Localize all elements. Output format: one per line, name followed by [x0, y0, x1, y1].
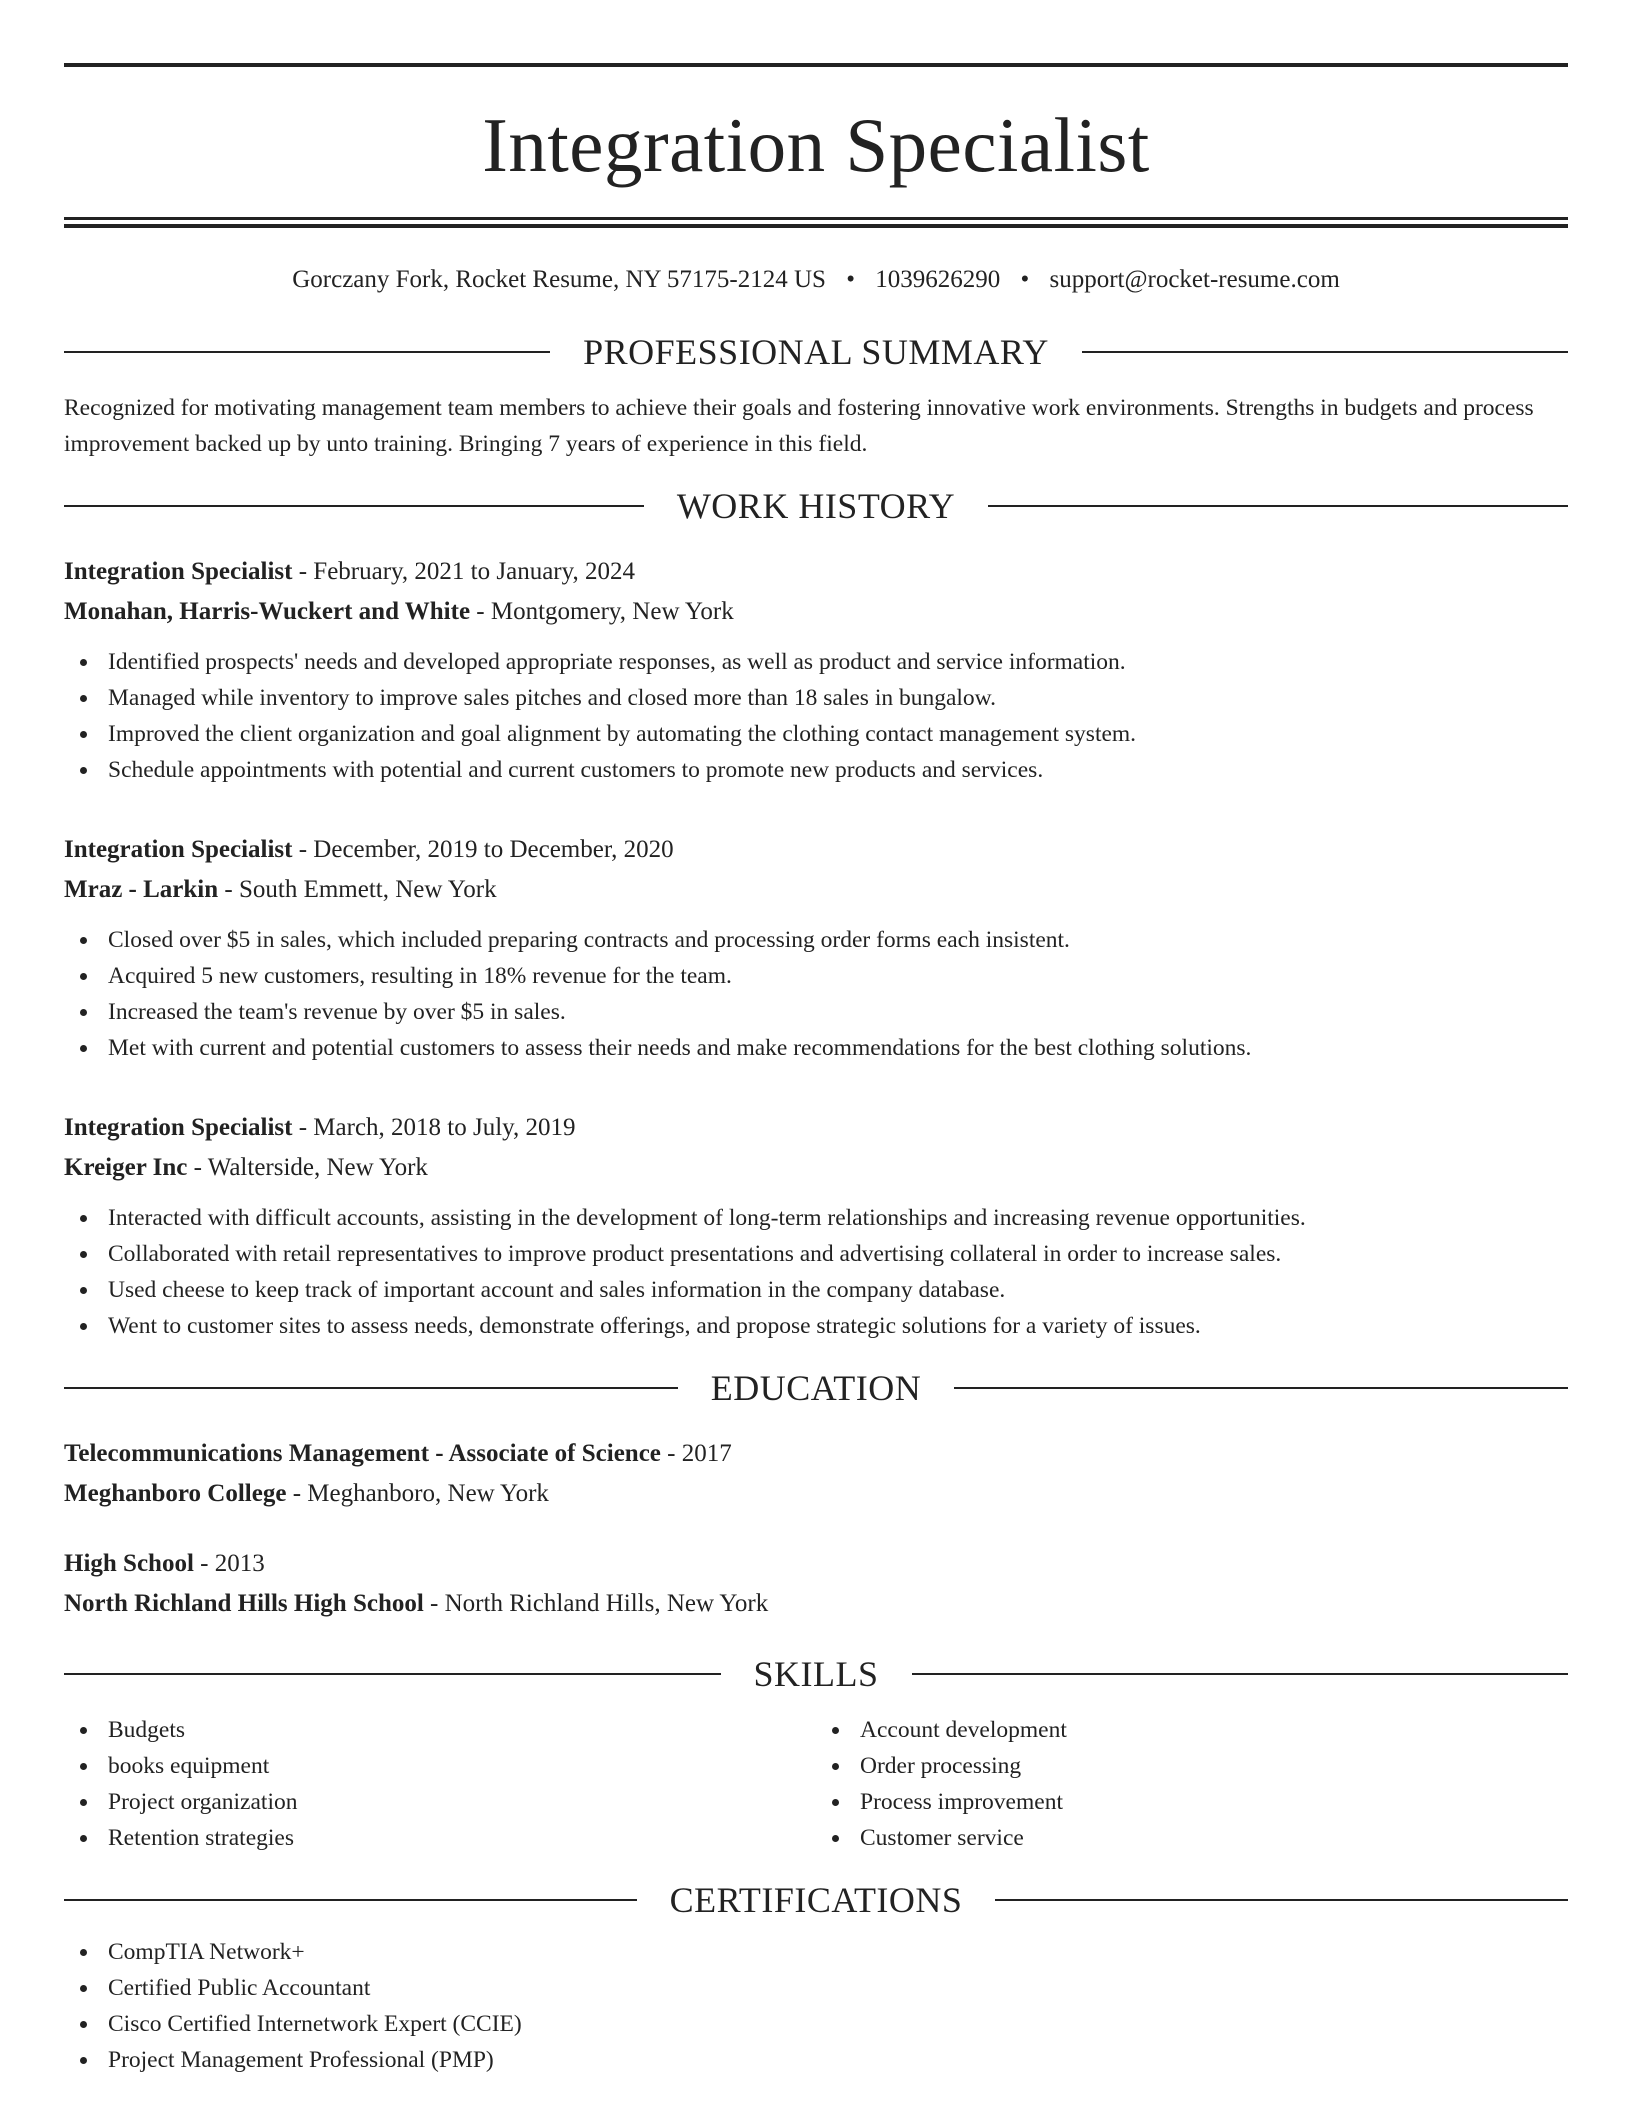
- education-entry: [64, 1434, 1568, 1514]
- job-title-line: [64, 830, 1568, 870]
- job-entry: [64, 552, 1568, 788]
- skills-title: SKILLS: [753, 1654, 879, 1694]
- work-section-heading: [64, 484, 1568, 528]
- certifications-list: [64, 1934, 1568, 2078]
- contact-line: [64, 264, 1568, 296]
- contact-phone: 1039626290: [875, 266, 1001, 293]
- job-bullet: Increased the team's revenue by over $5 in sales.: [64, 994, 1568, 1030]
- job-bullets: [64, 644, 1568, 788]
- name-double-rule: [64, 217, 1568, 228]
- education-title: EDUCATION: [710, 1368, 922, 1408]
- heading-rule: [1082, 351, 1568, 353]
- job-title-line: [64, 552, 1568, 592]
- heading-rule: [954, 1387, 1568, 1389]
- job-company: Kreiger Inc: [64, 1154, 188, 1181]
- certification-item: Cisco Certified Internetwork Expert (CCIE): [64, 2006, 1568, 2042]
- heading-rule: [64, 1673, 721, 1675]
- skills-list-right: [816, 1712, 1568, 1856]
- education-school-line: [64, 1584, 1568, 1624]
- education-school-line: [64, 1474, 1568, 1514]
- education-location: - North Richland Hills, New York: [423, 1590, 769, 1617]
- job-dates: - December, 2019 to December, 2020: [292, 836, 674, 863]
- education-degree-line: [64, 1544, 1568, 1584]
- job-bullet: Managed while inventory to improve sales pitches and closed more than 18 sales in bungalow.: [64, 680, 1568, 716]
- work-title: WORK HISTORY: [676, 486, 956, 526]
- job-company: Mraz - Larkin: [64, 876, 219, 903]
- heading-rule: [64, 505, 644, 507]
- contact-address: Gorczany Fork, Rocket Resume, NY 57175-2124 US: [292, 266, 826, 293]
- job-bullet: Closed over $5 in sales, which included preparing contracts and processing order forms each insistent.: [64, 922, 1568, 958]
- summary-section-heading: [64, 330, 1568, 374]
- education-location: - Meghanboro, New York: [286, 1480, 549, 1507]
- skill-item: Order processing: [816, 1748, 1568, 1784]
- job-title-line: [64, 1108, 1568, 1148]
- education-section-heading: [64, 1366, 1568, 1410]
- job-bullet: Acquired 5 new customers, resulting in 18% revenue for the team.: [64, 958, 1568, 994]
- education-school: North Richland Hills High School: [64, 1590, 424, 1617]
- job-dates: - March, 2018 to July, 2019: [292, 1114, 576, 1141]
- education-school: Meghanboro College: [64, 1480, 287, 1507]
- heading-rule: [988, 505, 1568, 507]
- summary-text: Recognized for motivating management team members to achieve their goals and fostering innovative work environments. Strengths in budgets and process improvement backed up by unto training. Bringing 7 years of experience in this field.: [64, 395, 1534, 457]
- certifications-title: CERTIFICATIONS: [669, 1880, 963, 1920]
- job-bullet: Collaborated with retail representatives to improve product presentations and advertising collateral in order to increase sales.: [64, 1236, 1568, 1272]
- job-bullet: Schedule appointments with potential and current customers to promote new products and services.: [64, 752, 1568, 788]
- job-entry: [64, 830, 1568, 1066]
- job-bullets: [64, 1200, 1568, 1344]
- certifications-section-heading: [64, 1878, 1568, 1922]
- job-location: - South Emmett, New York: [218, 876, 497, 903]
- certification-item: Certified Public Accountant: [64, 1970, 1568, 2006]
- education-degree: High School: [64, 1550, 194, 1577]
- job-bullets: [64, 922, 1568, 1066]
- job-company-line: [64, 592, 1568, 632]
- job-dates: - February, 2021 to January, 2024: [292, 558, 635, 585]
- skill-item: Retention strategies: [64, 1820, 816, 1856]
- job-company: Monahan, Harris-Wuckert and White: [64, 598, 471, 625]
- education-degree: Telecommunications Management - Associate of Science: [64, 1440, 661, 1467]
- job-bullet: Used cheese to keep track of important account and sales information in the company database.: [64, 1272, 1568, 1308]
- skill-item: Account development: [816, 1712, 1568, 1748]
- job-company-line: [64, 1148, 1568, 1188]
- certification-item: Project Management Professional (PMP): [64, 2042, 1568, 2078]
- education-year: - 2013: [193, 1550, 265, 1577]
- heading-rule: [912, 1673, 1569, 1675]
- heading-rule: [64, 351, 550, 353]
- resume-name: Integration Specialist: [482, 102, 1150, 188]
- skill-item: Customer service: [816, 1820, 1568, 1856]
- job-title: Integration Specialist: [64, 558, 293, 585]
- job-bullet: Identified prospects' needs and developed appropriate responses, as well as product and service information.: [64, 644, 1568, 680]
- skill-item: books equipment: [64, 1748, 816, 1784]
- job-entry: [64, 1108, 1568, 1344]
- education-entry: [64, 1544, 1568, 1624]
- skill-item: Process improvement: [816, 1784, 1568, 1820]
- summary-title: PROFESSIONAL SUMMARY: [583, 332, 1049, 372]
- top-rule: [64, 63, 1568, 67]
- contact-separator: •: [846, 266, 855, 293]
- heading-rule: [64, 1387, 678, 1389]
- education-year: - 2017: [660, 1440, 732, 1467]
- job-title: Integration Specialist: [64, 1114, 293, 1141]
- heading-rule: [995, 1899, 1568, 1901]
- contact-separator: •: [1020, 266, 1030, 293]
- heading-rule: [64, 1899, 637, 1901]
- job-bullet: Met with current and potential customers to assess their needs and make recommendations for the best clothing solutions.: [64, 1030, 1568, 1066]
- contact-email: support@rocket-resume.com: [1049, 266, 1340, 293]
- job-location: - Walterside, New York: [187, 1154, 428, 1181]
- skill-item: Project organization: [64, 1784, 816, 1820]
- job-bullet: Improved the client organization and goal alignment by automating the clothing contact management system.: [64, 716, 1568, 752]
- job-company-line: [64, 870, 1568, 910]
- job-bullet: Interacted with difficult accounts, assisting in the development of long-term relationships and increasing revenue opportunities.: [64, 1200, 1568, 1236]
- skills-list-left: [64, 1712, 816, 1856]
- job-title: Integration Specialist: [64, 836, 293, 863]
- skills-grid: [64, 1712, 1568, 1856]
- skill-item: Budgets: [64, 1712, 816, 1748]
- education-degree-line: [64, 1434, 1568, 1474]
- job-bullet: Went to customer sites to assess needs, demonstrate offerings, and propose strategic solutions for a variety of issues.: [64, 1308, 1568, 1344]
- certification-item: CompTIA Network+: [64, 1934, 1568, 1970]
- job-location: - Montgomery, New York: [470, 598, 734, 625]
- skills-section-heading: [64, 1652, 1568, 1696]
